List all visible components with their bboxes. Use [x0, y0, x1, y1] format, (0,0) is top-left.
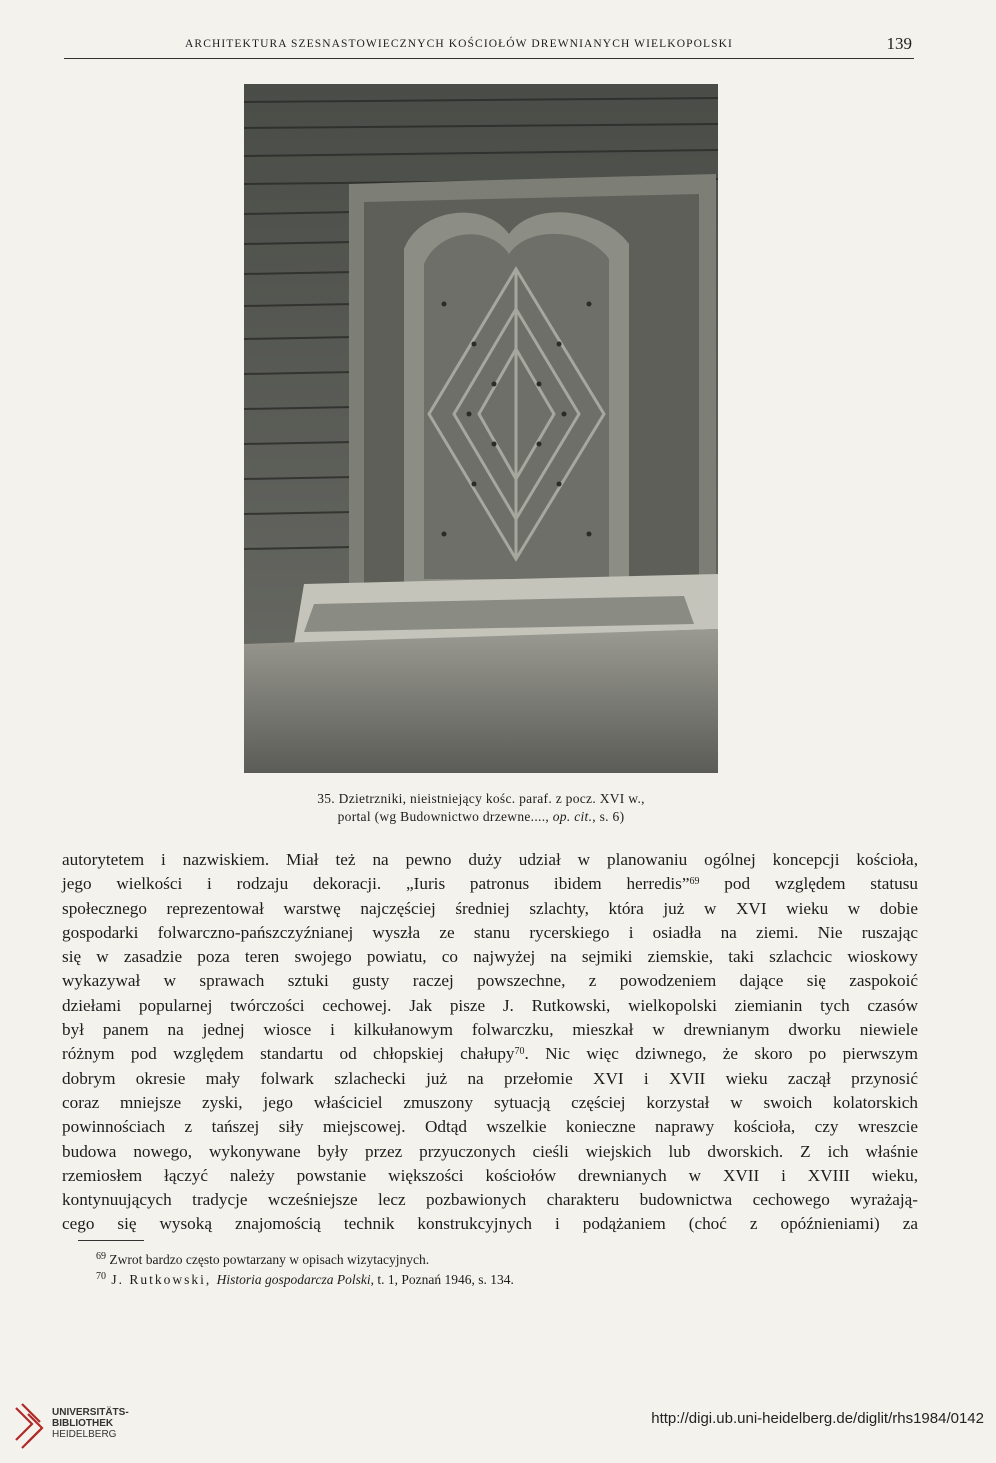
figure-caption	[244, 790, 718, 826]
library-name	[52, 1407, 129, 1440]
body-line-12: powinnościach z tańszej siły miejscowej. Odtąd wszelkie konieczne naprawy kościoła, czy wreszcie	[62, 1117, 918, 1137]
caption-line-1: 35. Dzietrzniki, nieistniejący kośc. paraf. z pocz. XVI w.,	[317, 791, 645, 806]
caption-line-2	[244, 808, 718, 826]
body-line-10: dobrym okresie mały folwark szlachecki już na przełomie XVI i XVII wieku zaczął przynosić	[62, 1068, 918, 1088]
source-url[interactable]: http://digi.ub.uni-heidelberg.de/diglit/rhs1984/0142	[651, 1410, 984, 1427]
running-title: ARCHITEKTURA SZESNASTOWIECZNYCH KOŚCIOŁÓW DREWNIANYCH WIELKOPOLSKI	[185, 38, 733, 50]
footnote-70-mark: 70	[96, 1271, 106, 1282]
footnote-70	[96, 1270, 896, 1290]
footnote-69	[96, 1250, 896, 1270]
body-line-16: cego się wysoką znajomością technik konstrukcyjnych i podążaniem (choć z opóźnieniami) za	[62, 1214, 918, 1234]
body-line-5: się w zasadzie poza teren swojego powiatu, co najwyżej na sejmiki ziemskie, taki szlachcic wioskowy	[62, 947, 918, 967]
library-name-line-3: HEIDELBERG	[52, 1429, 117, 1440]
body-line-11: coraz mniejsze zyski, jego właściciel zmuszony sytuacją częściej korzystał w swoich kolatorskich	[62, 1092, 918, 1112]
caption-op-cit: op. cit.	[552, 809, 593, 824]
caption-line-2a: portal (wg Budownictwo drzewne....,	[337, 809, 553, 824]
body-line-9-main: różnym pod względem standartu od chłopskiej chałupy	[62, 1044, 515, 1064]
footnotes	[96, 1250, 896, 1290]
body-line-6: wykazywał w sprawach sztuki gusty raczej powszechne, z powodzeniem dające się zaspokoić	[62, 971, 918, 991]
caption-line-2c: , s. 6)	[592, 809, 625, 824]
footnote-70-author: J. Rutkowski,	[106, 1272, 217, 1287]
footnote-69-text: Zwrot bardzo często powtarzany w opisach wizytacyjnych.	[106, 1252, 430, 1267]
body-line-3: społecznego reprezentował warstwę najczęściej średniej szlachty, która już w XVI wieku w dobie	[62, 898, 918, 918]
body-line-4: gospodarki folwarczno-pańszczyźnianej wyszła ze stanu rycerskiego i osiadła na ziemi. Nie ruszając	[62, 922, 918, 942]
footnote-70-title: Historia gospodarcza Polski	[216, 1272, 371, 1287]
body-line-7: dziełami popularnej twórczości cechowej. Jak pisze J. Rutkowski, wielkopolski ziemianin tych czasów	[62, 995, 918, 1015]
body-line-2	[62, 872, 918, 896]
footnote-ref-69: 69	[689, 876, 700, 888]
library-name-line-1: UNIVERSITÄTS-	[52, 1407, 129, 1418]
library-logo-icon	[12, 1400, 46, 1452]
body-line-13: budowa nowego, wykonywane były przez przyuczonych cieśli wiejskich lub dworskich. Z ich właśnie	[62, 1141, 918, 1161]
library-name-line-2: BIBLIOTHEK	[52, 1418, 114, 1429]
body-line-2-main: jego wielkości i rodzaju dekoracji. „Iuris patronus ibidem herredis”	[62, 874, 690, 894]
footnote-70-rest: , t. 1, Poznań 1946, s. 134.	[370, 1272, 514, 1287]
body-line-14: rzemiosłem łączyć należy powstanie większości kościołów drewnianych w XVII i XVIII wieku,	[62, 1165, 918, 1185]
body-line-1: autorytetem i nazwiskiem. Miał też na pewno duży udział w planowaniu ogólnej koncepcji kościoła,	[62, 850, 918, 869]
footnote-ref-70: 70	[514, 1046, 525, 1058]
page-number: 139	[886, 34, 912, 53]
body-line-9	[62, 1042, 918, 1066]
body-text	[62, 848, 918, 1237]
footnote-rule	[78, 1240, 144, 1241]
body-line-15: kontynuujących tradycje wcześniejsze lecz pozbawionych charakteru budownictwa cechowego wyrażają-	[62, 1190, 918, 1210]
body-line-9-tail: . Nic więc dziwnego, że skoro po pierwszym	[524, 1044, 918, 1064]
portal-photo-drawing	[244, 84, 718, 773]
footnote-69-mark: 69	[96, 1251, 106, 1262]
running-head	[64, 34, 914, 59]
body-line-2-tail: pod względem statusu	[699, 874, 919, 894]
body-line-8: był panem na jednej wiosce i kilkułanowym folwarczku, mieszkał w drewnianym dworku niewiele	[62, 1020, 918, 1040]
church-portal-photo	[244, 84, 718, 773]
